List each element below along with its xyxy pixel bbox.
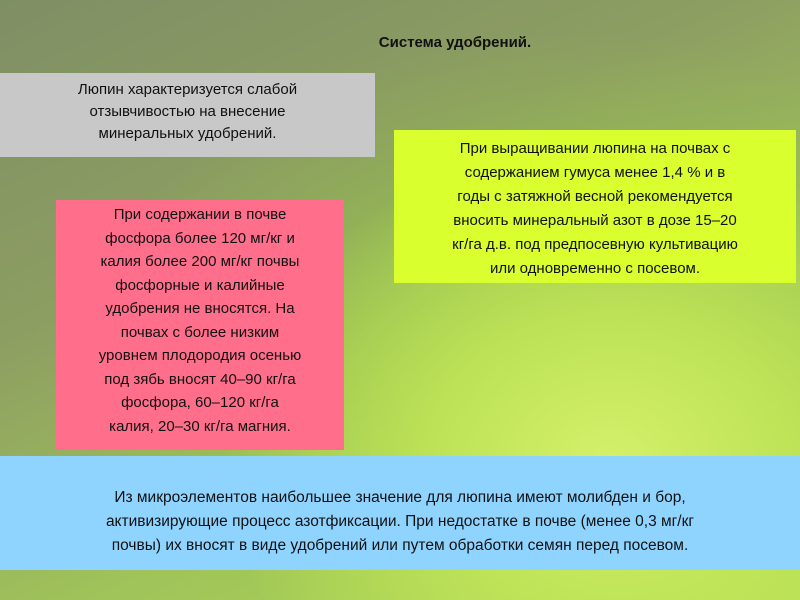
text-line: под зябь вносят 40–90 кг/га xyxy=(104,370,296,388)
text-line: активизирующие процесс азотфиксации. При недостатке в почве (менее 0,3 мг/кг xyxy=(105,513,695,530)
text-line: калия более 200 мг/кг почвы xyxy=(100,253,300,270)
text-line: почвах с более низким xyxy=(120,323,280,341)
text-line: Из микроэлементов наибольшее значение для люпина имеют молибден и бор, xyxy=(114,489,686,506)
microelements-box xyxy=(0,456,800,570)
phosphorus-potassium-box xyxy=(56,200,344,450)
text-line: Люпин характеризуется слабой xyxy=(77,81,298,98)
text-line: При содержании в почве xyxy=(113,206,287,223)
lupin-response-box xyxy=(0,73,375,157)
text-line: калия, 20–30 кг/га магния. xyxy=(109,417,291,435)
text-line: При выращивании люпина на почвах с xyxy=(459,140,731,157)
text-line: фосфорные и калийные xyxy=(115,276,285,294)
text-line: содержанием гумуса менее 1,4 % и в xyxy=(464,164,726,181)
text-line: минеральных удобрений. xyxy=(98,125,277,142)
text-line: или одновременно с посевом. xyxy=(489,260,701,277)
text-line: годы с затяжной весной рекомендуется xyxy=(457,188,733,205)
slide-title: Система удобрений. xyxy=(378,34,532,51)
text-line: фосфора, 60–120 кг/га xyxy=(121,394,279,411)
text-line: отзывчивостью на внесение xyxy=(89,103,286,120)
text-line: уровнем плодородия осенью xyxy=(98,347,302,364)
text-line: вносить минеральный азот в дозе 15–20 xyxy=(453,212,737,229)
text-line: удобрения не вносятся. На xyxy=(105,300,295,317)
nitrogen-recommendation-box xyxy=(394,130,796,283)
text-line: фосфора более 120 мг/кг и xyxy=(105,229,295,247)
text-line: кг/га д.в. под предпосевную культивацию xyxy=(452,236,738,253)
text-line: почвы) их вносят в виде удобрений или путем обработки семян перед посевом. xyxy=(111,537,689,554)
